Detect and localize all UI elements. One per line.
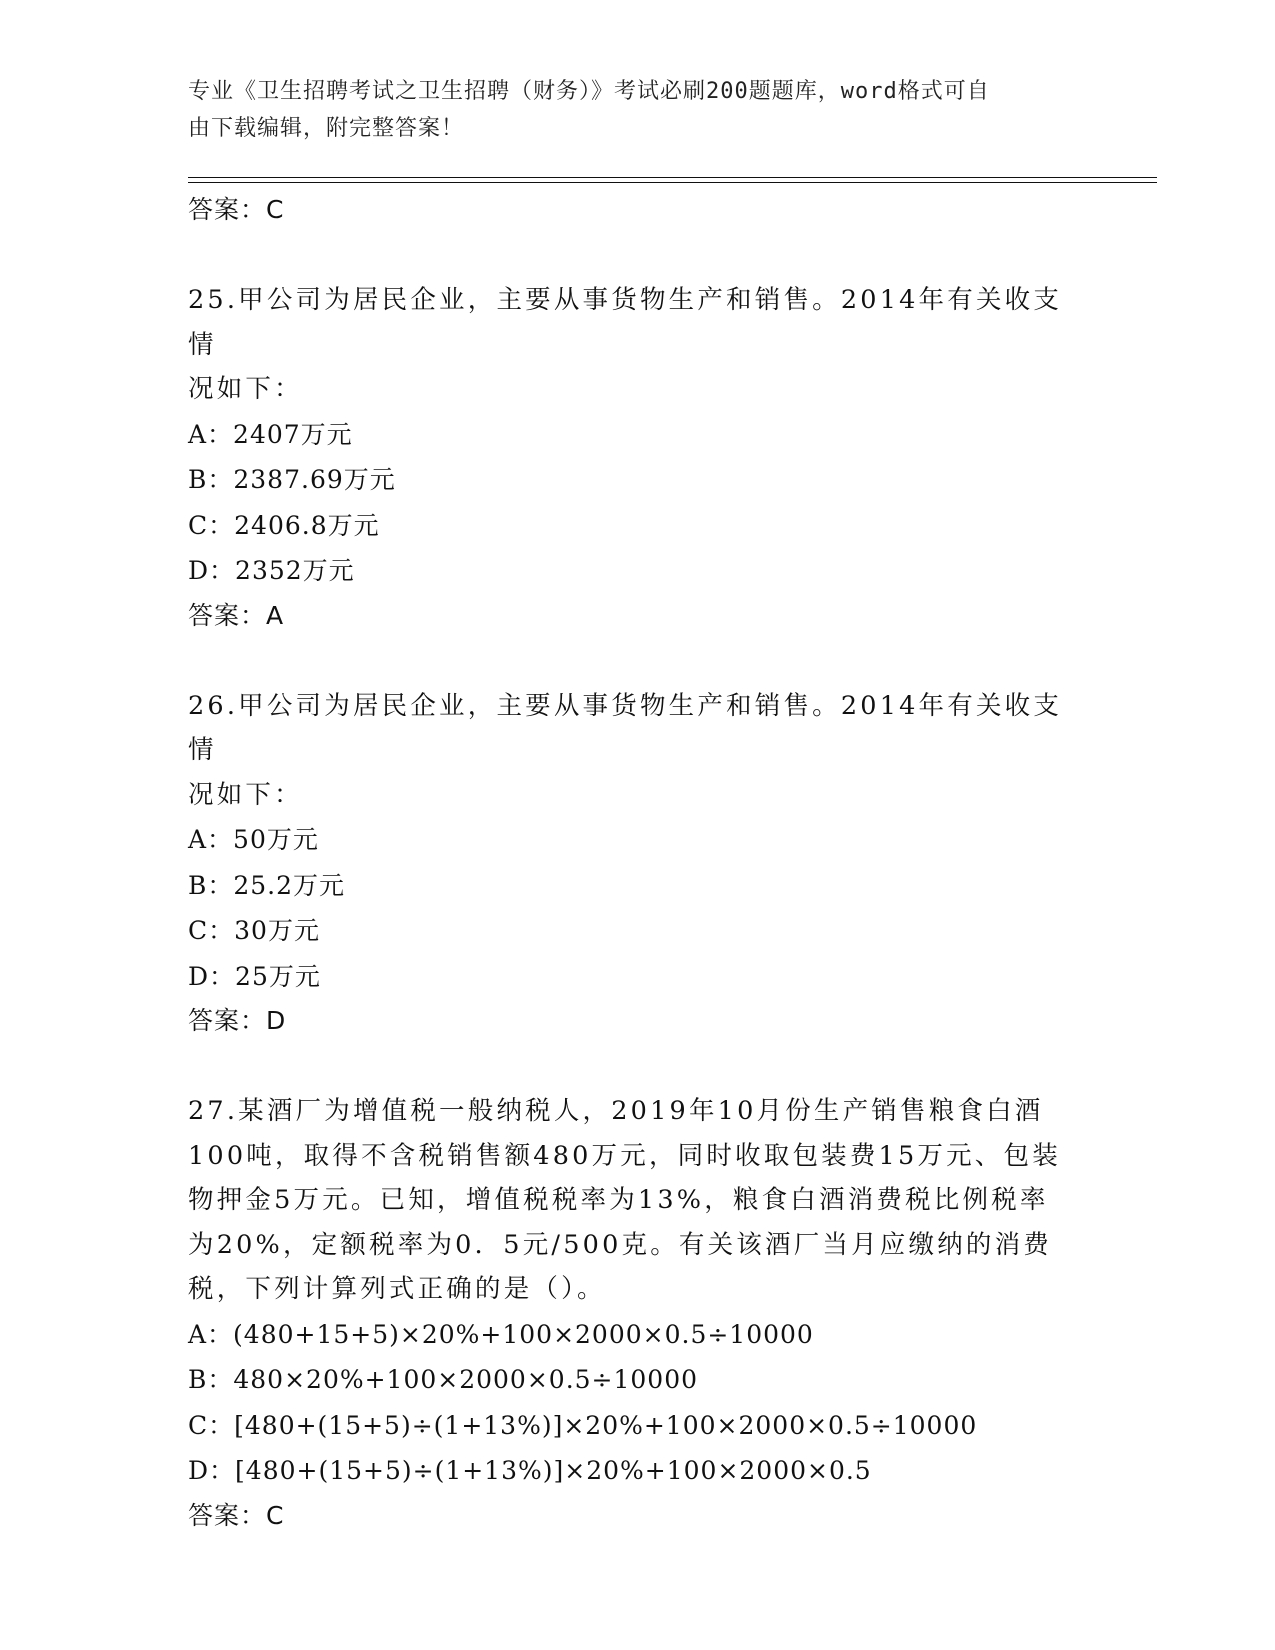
document-header bbox=[188, 73, 1088, 147]
option-d: D：25万元 bbox=[188, 961, 321, 991]
question-text-line: 物押金5万元。已知，增值税税率为13%，粮食白酒消费税比例税率 bbox=[188, 1185, 1049, 1215]
answer-line: 答案：D bbox=[188, 1006, 287, 1035]
answer-line: 答案：C bbox=[188, 195, 285, 224]
answer-line: 答案：C bbox=[188, 1500, 285, 1530]
question-list bbox=[188, 188, 1088, 1538]
question-text-line: 况如下： bbox=[188, 779, 303, 810]
question-text-line: 100吨，取得不含税销售额480万元，同时收取包装费15万元、包装 bbox=[188, 1140, 1061, 1171]
option-b: B：2387.69万元 bbox=[188, 465, 396, 494]
option-a: A：50万元 bbox=[188, 825, 319, 854]
option-a: A：(480+15+5)×20%+100×2000×0.5÷10000 bbox=[188, 1319, 814, 1349]
option-d: D：[480+(15+5)÷(1+13%)]×20%+100×2000×0.5 bbox=[188, 1456, 872, 1485]
question-block-25 bbox=[188, 278, 1088, 638]
question-block-26 bbox=[188, 684, 1088, 1044]
question-text-line: 为20%，定额税率为0．5元/500克。有关该酒厂当月应缴纳的消费 bbox=[188, 1229, 1052, 1260]
option-b: B：480×20%+100×2000×0.5÷10000 bbox=[188, 1365, 699, 1394]
option-c: C：2406.8万元 bbox=[188, 510, 380, 540]
question-text-line: 26.甲公司为居民企业，主要从事货物生产和销售。2014年有关收支情 bbox=[188, 690, 1063, 765]
question-text bbox=[188, 278, 1088, 412]
option-c: C：30万元 bbox=[188, 916, 320, 945]
option-b: B：25.2万元 bbox=[188, 870, 346, 900]
option-d: D：2352万元 bbox=[188, 556, 355, 585]
header-line-2: 由下载编辑，附完整答案！ bbox=[188, 116, 465, 141]
question-text bbox=[188, 684, 1088, 818]
question-text-line: 税，下列计算列式正确的是（）。 bbox=[188, 1274, 606, 1304]
header-line-1: 专业《卫生招聘考试之卫生招聘（财务）》考试必刷200题题库，word格式可自 bbox=[188, 79, 990, 104]
question-text-line: 25.甲公司为居民企业，主要从事货物生产和销售。2014年有关收支情 bbox=[188, 285, 1063, 360]
question-text bbox=[188, 1089, 1088, 1312]
answer-line: 答案：A bbox=[188, 600, 285, 630]
question-block-27 bbox=[188, 1089, 1088, 1538]
header-divider-top bbox=[188, 177, 1157, 178]
option-c: C：[480+(15+5)÷(1+13%)]×20%+100×2000×0.5÷10000 bbox=[188, 1410, 978, 1440]
question-text-line: 况如下： bbox=[188, 374, 303, 404]
header-divider-bottom bbox=[188, 182, 1157, 183]
option-a: A：2407万元 bbox=[188, 419, 353, 449]
question-text-line: 27.某酒厂为增值税一般纳税人，2019年10月份生产销售粮食白酒 bbox=[188, 1096, 1044, 1126]
